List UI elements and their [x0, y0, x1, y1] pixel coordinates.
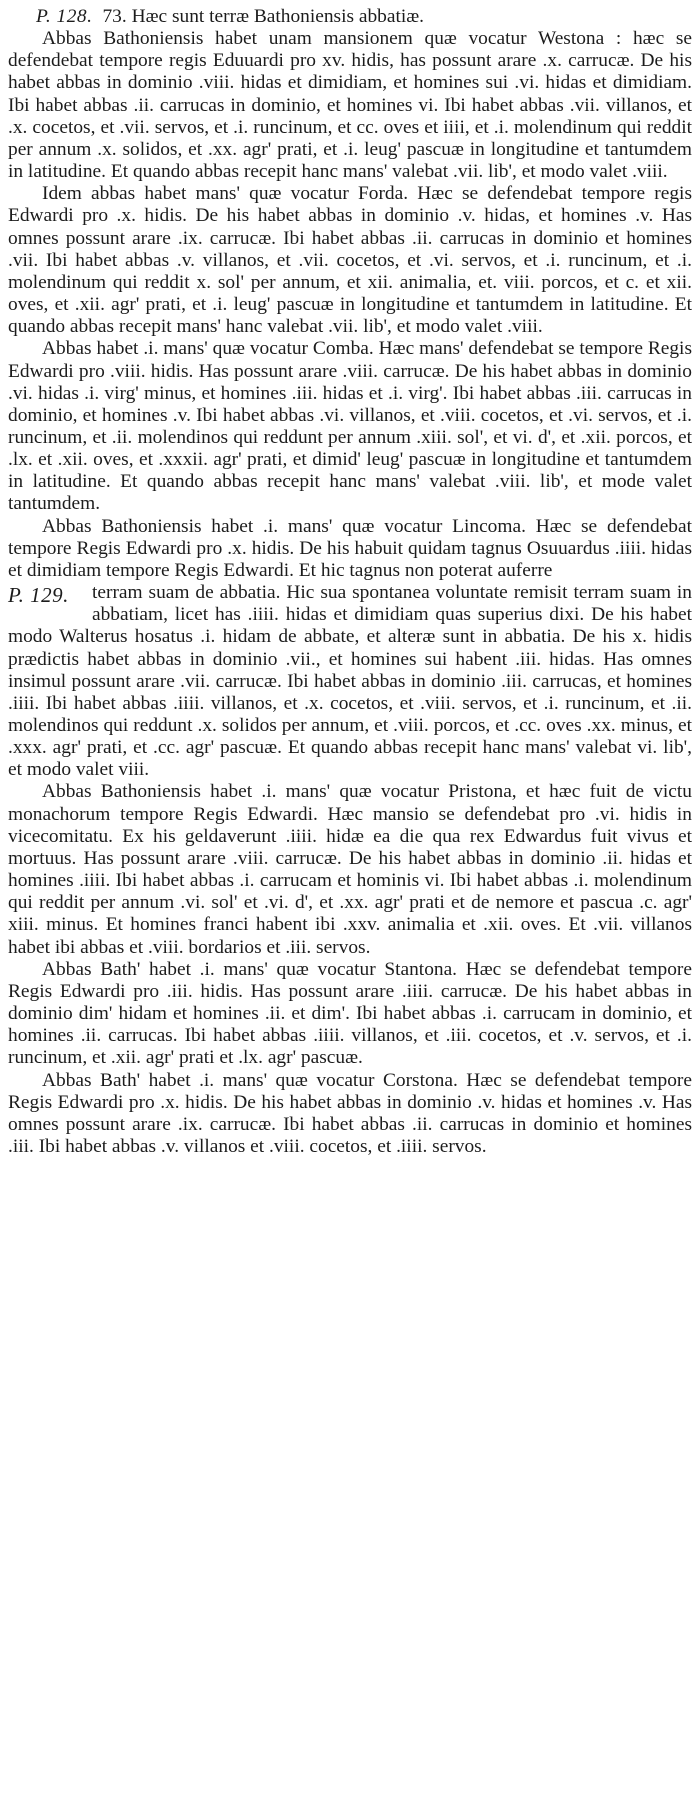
section-title: Hæc sunt terræ Bathoniensis abbatiæ. [131, 6, 425, 27]
paragraph-lincoma-continued: terram suam de abbatia. Hic sua spontanea voluntate remisit terram suam in abbatiam, licet has .iiii. hidas et dimidiam quas superius dixi. De his habet modo Walterus hosatus .i. hidam de abbate, et alteræ sunt in abbatia. De his x. hidis prædictis habet abbas in dominio .vii., et homines sui habent .iii. hidas. Has omnes insimul possunt arare .vii. carrucæ. Ibi habet abbas in dominio .iii. carrucas, et homines .iiii. Ibi habet abbas .iiii. villanos, et .x. cocetos, et .viii. servos, et .i. runcinum, et .ii. molendinos qui reddunt .x. solidos per annum, et .viii. porcos, et .cc. oves .xx. minus, et .xxx. agr' prati, et .cc. agr' pascuæ. Et quando abbas recepit hanc mans' valebat vi. lib', et modo valet viii. [8, 582, 692, 781]
paragraph-comba: Abbas habet .i. mans' quæ vocatur Comba. Hæc mans' defendebat se tempore Regis Edwardi pro .viii. hidis. Has possunt arare .viii. carrucæ. De his habet abbas in dominio .vi. hidas .i. virg' minus, et homines .iii. hidas et .i. virg'. Ibi habet abbas .iii. carrucas in dominio, et homines .v. Ibi habet abbas .vi. villanos, et .viii. cocetos, et .vi. servos, et .i. runcinum, et .ii. molendinos qui reddunt per annum .xiii. sol', et vi. d', et .xii. porcos, et .lx. et .xii. oves, et .xxxii. agr' prati, et dimid' leug' pascuæ in longitudine et tantumdem in latitudine. Et quando abbas recepit hanc mans' valebat .viii. lib', et mode valet tantumdem. [8, 338, 692, 515]
section-number: 73. [102, 6, 127, 27]
section-heading [8, 6, 692, 28]
margin-page-reference: P. 129. [8, 583, 69, 608]
page-reference: P. 128. [36, 6, 93, 27]
paragraph-forda: Idem abbas habet mans' quæ vocatur Forda. Hæc se defendebat tempore regis Edwardi pro .x. hidis. De his habet abbas in dominio .v. hidas, et homines .v. Has omnes possunt arare .ix. carrucæ. Ibi habet abbas .ii. carrucas in dominio et homines .vii. Ibi habet abbas .v. villanos, et .vii. cocetos, et .vi. servos, et .i. runcinum, et .i. molendinum qui reddit x. sol' per annum, et xii. animalia, et. viii. porcos, et c. et xii. oves, et .xii. agr' prati, et .i. leug' pascuæ in longitudine et tantumdem in latitudine. Et quando abbas recepit mans' hanc valebat .vii. lib', et modo valet .viii. [8, 183, 692, 338]
paragraph-corstona: Abbas Bath' habet .i. mans' quæ vocatur Corstona. Hæc se defendebat tempore Regis Edwardi pro .x. hidis. De his habet abbas in dominio .v. hidas et homines .v. Has omnes possunt arare .ix. carrucæ. Ibi habet abbas .ii. carrucas in dominio et homines .iii. Ibi habet abbas .v. villanos et .viii. cocetos, et .iiii. servos. [8, 1069, 692, 1157]
paragraph-stantona: Abbas Bath' habet .i. mans' quæ vocatur Stantona. Hæc se defendebat tempore Regis Edwardi pro .iii. hidis. Has possunt arare .iiii. carrucæ. De his habet abbas in dominio dim' hidam et homines .ii. et dim'. Ibi habet abbas .i. carrucam in dominio, et homines .ii. carrucas. Ibi habet abbas .iiii. villanos, et .iii. cocetos, et .v. servos, et .i. runcinum, et .xii. agr' prati et .lx. agr' pascuæ. [8, 958, 692, 1069]
paragraph-pristona: Abbas Bathoniensis habet .i. mans' quæ vocatur Pristona, et hæc fuit de victu monachorum tempore Regis Edwardi. Hæc mansio se defendebat pro .vi. hidis in vicecomitatu. Ex his geldaverunt .iiii. hidæ ea die qua rex Edwardus fuit vivus et mortuus. Has possunt arare .viii. carrucæ. De his habet abbas in dominio .ii. hidas et homines .iiii. Ibi habet abbas .i. carrucam et hominis vi. Ibi habet abbas .i. molendinum qui reddit per annum .vi. sol' et .vi. d', et .xx. agr' prati et de nemore et pascua .c. agr' xiii. minus. Et homines franci habent ibi .xxv. animalia et .xii. oves. Et .vii. villanos habet ibi abbas et .viii. bordarios et .iii. servos. [8, 781, 692, 958]
paragraph-lincoma: Abbas Bathoniensis habet .i. mans' quæ vocatur Lincoma. Hæc se defendebat tempore Regis Edwardi pro .x. hidis. De his habuit quidam tagnus Osuuardus .iiii. hidas et dimidiam tempore Regis Edwardi. Et hic tagnus non poterat auferre [8, 515, 692, 581]
paragraph-westona: Abbas Bathoniensis habet unam mansionem quæ vocatur Westona : hæc se defendebat tempore regis Eduuardi pro xv. hidis, has possunt arare .x. carrucæ. De his habet abbas in dominio .viii. hidas et dimidiam, et homines sui .vi. hidas et dimidiam. Ibi habet abbas .ii. carrucas in dominio, et homines vi. Ibi habet abbas .vii. villanos, et .x. cocetos, et .vii. servos, et .i. runcinum, et cc. oves et iiii, et .i. molendinum qui reddit per annum .x. solidos, et .xx. agr' prati, et .i. leug' pascuæ in longitudine et tantumdem in latitudine. Et quando abbas recepit hanc mans' valebat .vii. lib', et modo valet .viii. [8, 28, 692, 183]
